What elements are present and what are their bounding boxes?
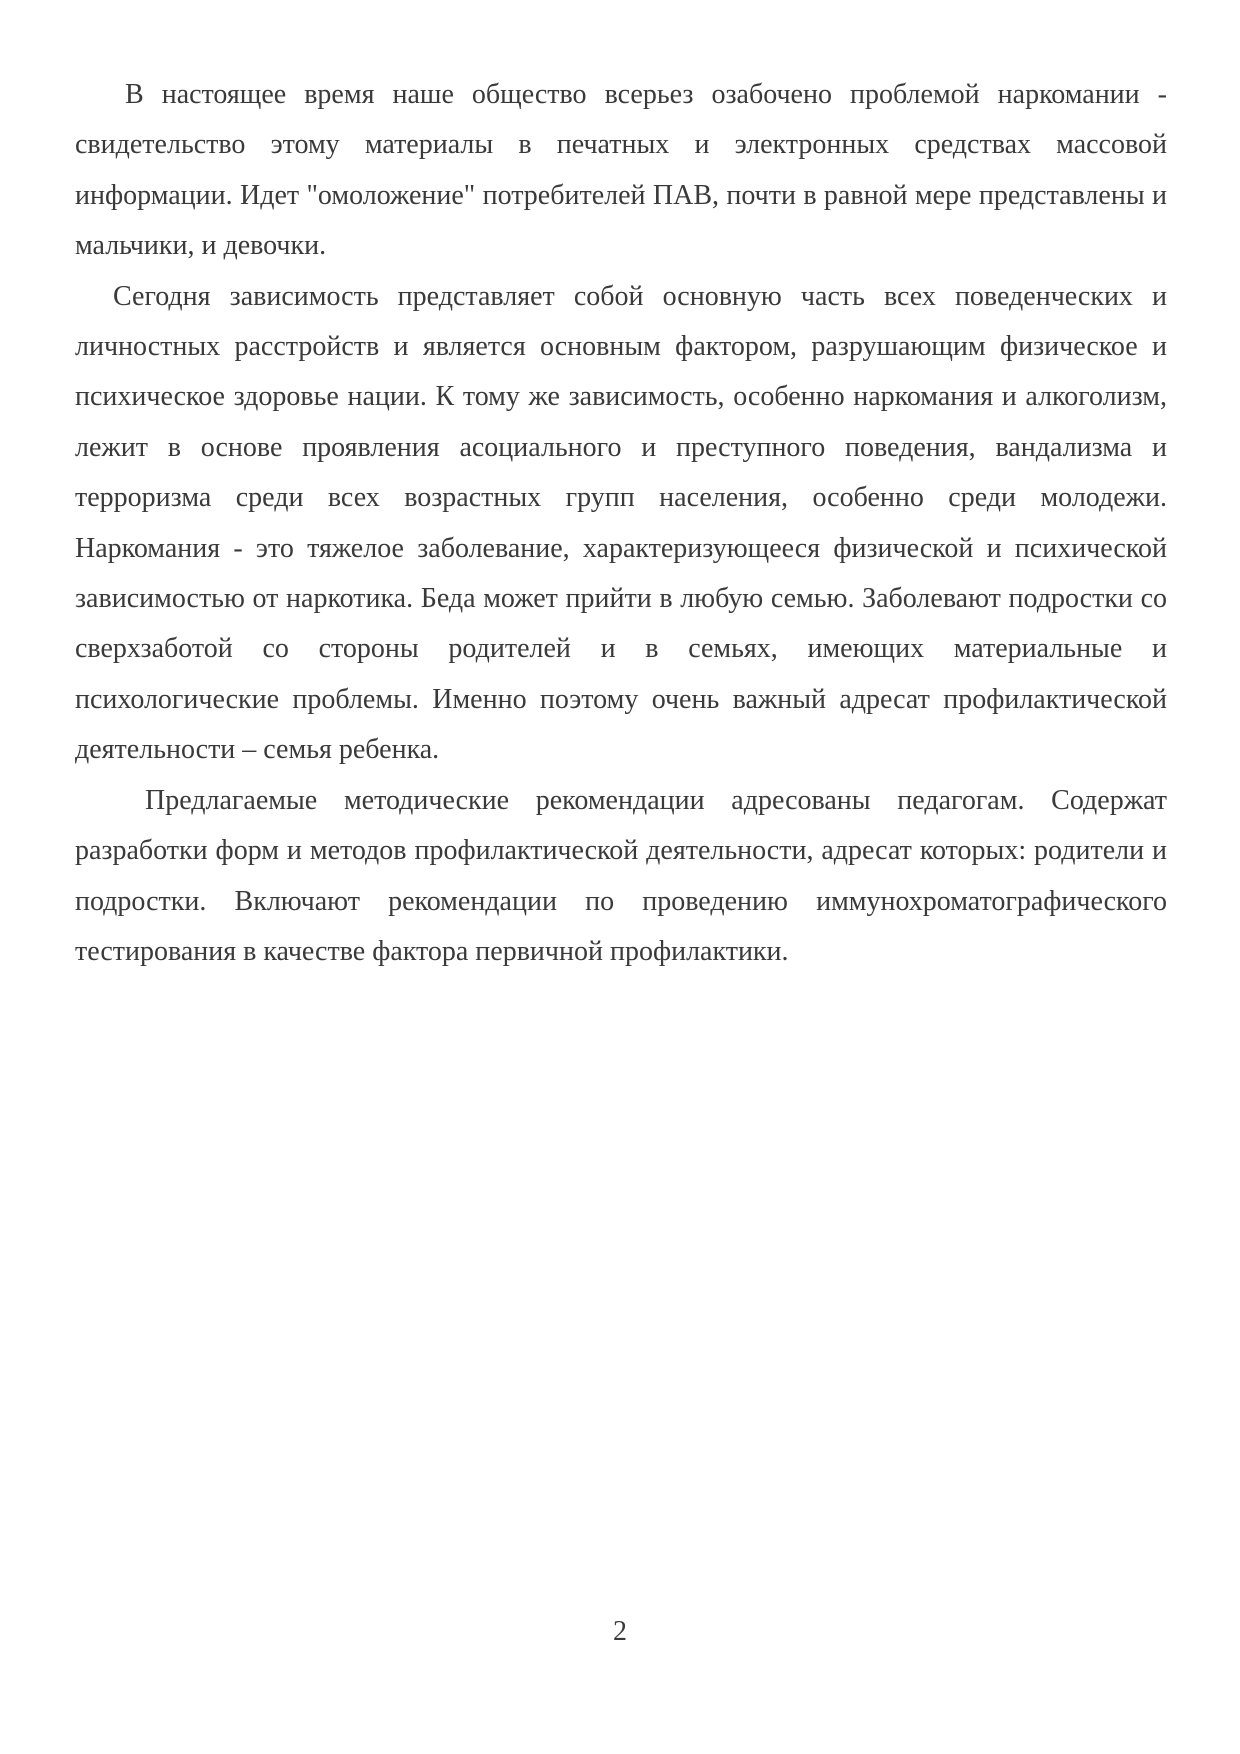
paragraph-intro: В настоящее время наше общество всерьез озабочено проблемой наркомании - свидетельство этому материалы в печатных и электронных средствах массовой информации. Идет "омоложение" потребителей ПАВ, почти в равной мере представлены и мальчики, и девочки. <box>75 79 1167 262</box>
page-number: 2 <box>613 1616 627 1647</box>
document-body <box>75 70 1167 977</box>
paragraph-recommendations: Предлагаемые методические рекомендации адресованы педагогам. Содержат разработки форм и методов профилактической деятельности, адресат которых: родители и подростки. Включают рекомендации по проведению иммунохроматографического тестирования в качестве фактора первичной профилактики. <box>75 784 1167 967</box>
paragraph-dependency: Сегодня зависимость представляет собой основную часть всех поведенческих и личностных расстройств и является основным фактором, разрушающим физическое и психическое здоровье нации. К тому же зависимость, особенно наркомания и алкоголизм, лежит в основе проявления асоциального и преступного поведения, вандализма и терроризма среди всех возрастных групп населения, особенно среди молодежи. Наркомания - это тяжелое заболевание, характеризующееся физической и психической зависимостью от наркотика. Беда может прийти в любую семью. Заболевают подростки со сверхзаботой со стороны родителей и в семьях, имеющих материальные и психологические проблемы. Именно поэтому очень важный адресат профилактической деятельности – семья ребенка. <box>75 280 1167 766</box>
